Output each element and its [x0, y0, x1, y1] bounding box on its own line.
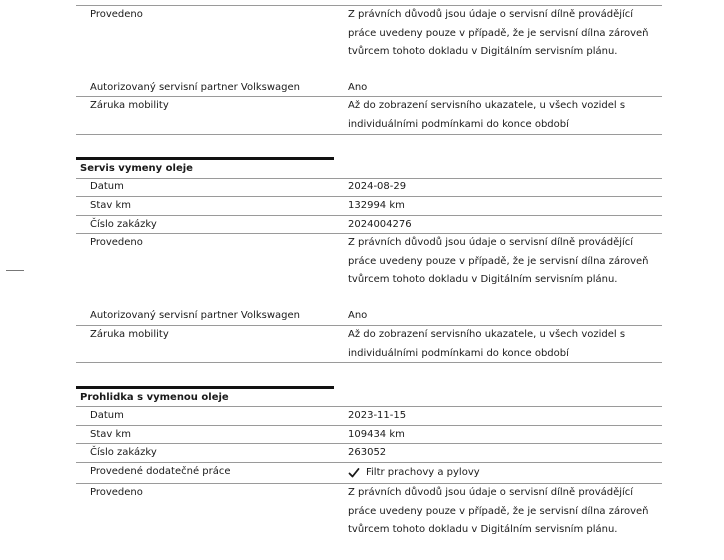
stav-km-value: 132994 km — [348, 200, 405, 211]
zaruka-value: Až do zobrazení servisního ukazatele, u všech vozidel s individuálními podmínkami do konce období — [348, 329, 626, 359]
row-divider — [76, 134, 662, 135]
provedeno-value: Z právních důvodů jsou údaje o servisní dílně provádějící práce uvedeny pouze v případě, že je servisní dílna zároveň tvůrcem tohoto dokladu v Digitálním servisním plánu. — [348, 237, 649, 285]
dodatecne-prace-value: Filtr prachovy a pylovy — [366, 467, 480, 478]
section-title-prohlidka: Prohlidka s vymenou oleje — [80, 392, 229, 403]
stav-km-label: Stav km — [90, 200, 132, 211]
stav-km-value: 109434 km — [348, 429, 405, 440]
cislo-zakazky-value: 2024004276 — [348, 219, 412, 230]
provedeno-value: Z právních důvodů jsou údaje o servisní dílně provádějící práce uvedeny pouze v případě, že je servisní dílna zároveň tvůrcem tohoto dokladu v Digitálním servisním plánu. — [348, 9, 649, 57]
provedeno-label: Provedeno — [90, 237, 143, 248]
partner-value: Ano — [348, 310, 368, 321]
datum-label: Datum — [90, 181, 124, 192]
partner-value: Ano — [348, 82, 368, 93]
zaruka-label: Záruka mobility — [90, 329, 169, 340]
zaruka-value: Až do zobrazení servisního ukazatele, u všech vozidel s individuálními podmínkami do konce období — [348, 100, 626, 130]
partner-label: Autorizovaný servisní partner Volkswagen — [90, 82, 301, 93]
stav-km-label: Stav km — [90, 429, 132, 440]
partner-label: Autorizovaný servisní partner Volkswagen — [90, 310, 301, 321]
dodatecne-prace-item — [348, 464, 480, 482]
zaruka-label: Záruka mobility — [90, 100, 169, 111]
datum-value: 2023-11-15 — [348, 410, 407, 421]
datum-label: Datum — [90, 410, 124, 421]
cislo-zakazky-label: Číslo zakázky — [90, 219, 157, 230]
datum-value: 2024-08-29 — [348, 181, 407, 192]
page-margin-mark — [6, 270, 24, 271]
provedeno-value: Z právních důvodů jsou údaje o servisní dílně provádějící práce uvedeny pouze v případě, že je servisní dílna zároveň tvůrcem tohoto dokladu v Digitálním servisním plánu. — [348, 487, 649, 535]
check-icon — [348, 467, 360, 479]
dodatecne-prace-label: Provedené dodatečné práce — [90, 466, 231, 477]
cislo-zakazky-value: 263052 — [348, 447, 387, 458]
row-divider — [76, 362, 662, 363]
provedeno-label: Provedeno — [90, 9, 143, 20]
provedeno-label: Provedeno — [90, 487, 143, 498]
section-title-servis-oleje: Servis vymeny oleje — [80, 163, 193, 174]
cislo-zakazky-label: Číslo zakázky — [90, 447, 157, 458]
